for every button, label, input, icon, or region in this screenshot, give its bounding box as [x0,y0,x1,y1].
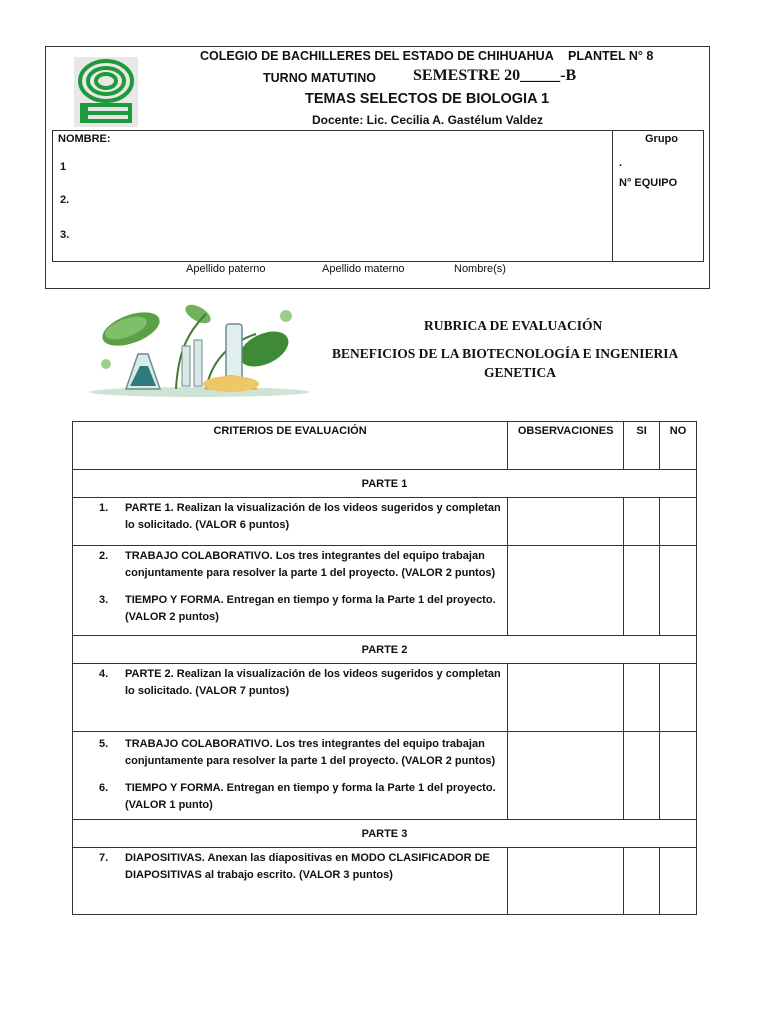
si-cell[interactable] [624,848,660,915]
criterion-item [73,592,507,626]
table-row [73,498,697,546]
student-form-box [52,130,704,262]
table-row [73,732,697,820]
docente-label: Docente: Lic. Cecilia A. Gastélum Valdez [312,113,543,127]
criterion-cell [73,664,508,732]
col-criterios: CRITERIOS DE EVALUACIÓN [73,422,508,470]
no-cell[interactable] [660,664,697,732]
no-cell[interactable] [660,498,697,546]
criterion-number: 4. [99,668,109,680]
criterion-text: TRABAJO COLABORATIVO. Los tres integrantes del equipo trabajan conjuntamente para resolver la parte 1 del proyecto. (VALOR 2 puntos) [125,550,496,579]
observaciones-cell[interactable] [508,546,624,636]
semestre-label: SEMESTRE 20_____-B [413,67,577,84]
part-label: PARTE 1 [73,470,697,498]
criterion-number: 6. [99,782,109,794]
student-line-3[interactable]: 3. [60,229,70,241]
criterion-item [73,500,507,534]
rubric-header-row [73,422,697,470]
criterion-number: 2. [99,550,109,562]
no-cell[interactable] [660,732,697,820]
no-cell[interactable] [660,848,697,915]
si-cell[interactable] [624,664,660,732]
si-cell[interactable] [624,732,660,820]
rubric-subtitle-line1: BENEFICIOS DE LA BIOTECNOLOGÍA E INGENIERIA [332,346,679,361]
part-label: PARTE 3 [73,820,697,848]
rubric-title: RUBRICA DE EVALUACIÓN [424,318,603,333]
criterion-number: 1. [99,502,109,514]
equipo-label: N° EQUIPO [619,177,678,189]
school-name: COLEGIO DE BACHILLERES DEL ESTADO DE CHIHUAHUA [200,49,554,63]
nombre-label: NOMBRE: [58,133,111,145]
criterion-cell [73,546,508,636]
observaciones-cell[interactable] [508,498,624,546]
student-line-2[interactable]: 2. [60,194,70,206]
col-si: SI [624,422,660,470]
criterion-number: 7. [99,852,109,864]
criterion-number: 5. [99,738,109,750]
col-no: NO [660,422,697,470]
nombres-label: Nombre(s) [454,263,506,275]
si-cell[interactable] [624,546,660,636]
turno-label: TURNO MATUTINO [263,71,376,85]
no-cell[interactable] [660,546,697,636]
table-row [73,546,697,636]
criterion-item [73,780,507,814]
criterion-cell [73,498,508,546]
part-label: PARTE 2 [73,636,697,664]
part-row [73,820,697,848]
rubric-table [72,421,697,915]
grupo-dot: . [619,157,623,169]
criterion-item [73,666,507,700]
grupo-label: Grupo [645,133,678,145]
form-divider [612,130,613,262]
criterion-item [73,736,507,770]
rubric-subtitle-line2: GENETICA [484,365,557,380]
col-observaciones: OBSERVACIONES [508,422,624,470]
part-row [73,470,697,498]
criterion-text: TIEMPO Y FORMA. Entregan en tiempo y forma la Parte 1 del proyecto. (VALOR 2 puntos) [125,594,496,623]
table-row [73,664,697,732]
si-cell[interactable] [624,498,660,546]
table-row [73,848,697,915]
observaciones-cell[interactable] [508,664,624,732]
biotech-illustration-icon [86,294,312,398]
observaciones-cell[interactable] [508,848,624,915]
student-line-1[interactable]: 1 [60,161,67,173]
criterion-text: PARTE 1. Realizan la visualización de los videos sugeridos y completan lo solicitado. (VALOR 6 puntos) [125,502,501,531]
criterion-cell [73,848,508,915]
criterion-text: DIAPOSITIVAS. Anexan las diapositivas en MODO CLASIFICADOR DE DIAPOSITIVAS al trabajo escrito. (VALOR 3 puntos) [125,852,490,881]
apellido-materno-label: Apellido materno [322,263,405,275]
subject-title: TEMAS SELECTOS DE BIOLOGIA 1 [305,91,550,107]
criterion-cell [73,732,508,820]
observaciones-cell[interactable] [508,732,624,820]
plantel-label: PLANTEL N° 8 [568,49,654,63]
criterion-item [73,548,507,582]
criterion-text: TIEMPO Y FORMA. Entregan en tiempo y forma la Parte 1 del proyecto. (VALOR 1 punto) [125,782,496,811]
criterion-text: TRABAJO COLABORATIVO. Los tres integrantes del equipo trabajan conjuntamente para resolver la parte 1 del proyecto. (VALOR 2 puntos) [125,738,496,767]
apellido-paterno-label: Apellido paterno [186,263,266,275]
criterion-item [73,850,507,884]
cobach-logo-icon [74,57,138,127]
criterion-text: PARTE 2. Realizan la visualización de los videos sugeridos y completan lo solicitado. (VALOR 7 puntos) [125,668,501,697]
part-row [73,636,697,664]
criterion-number: 3. [99,594,109,606]
